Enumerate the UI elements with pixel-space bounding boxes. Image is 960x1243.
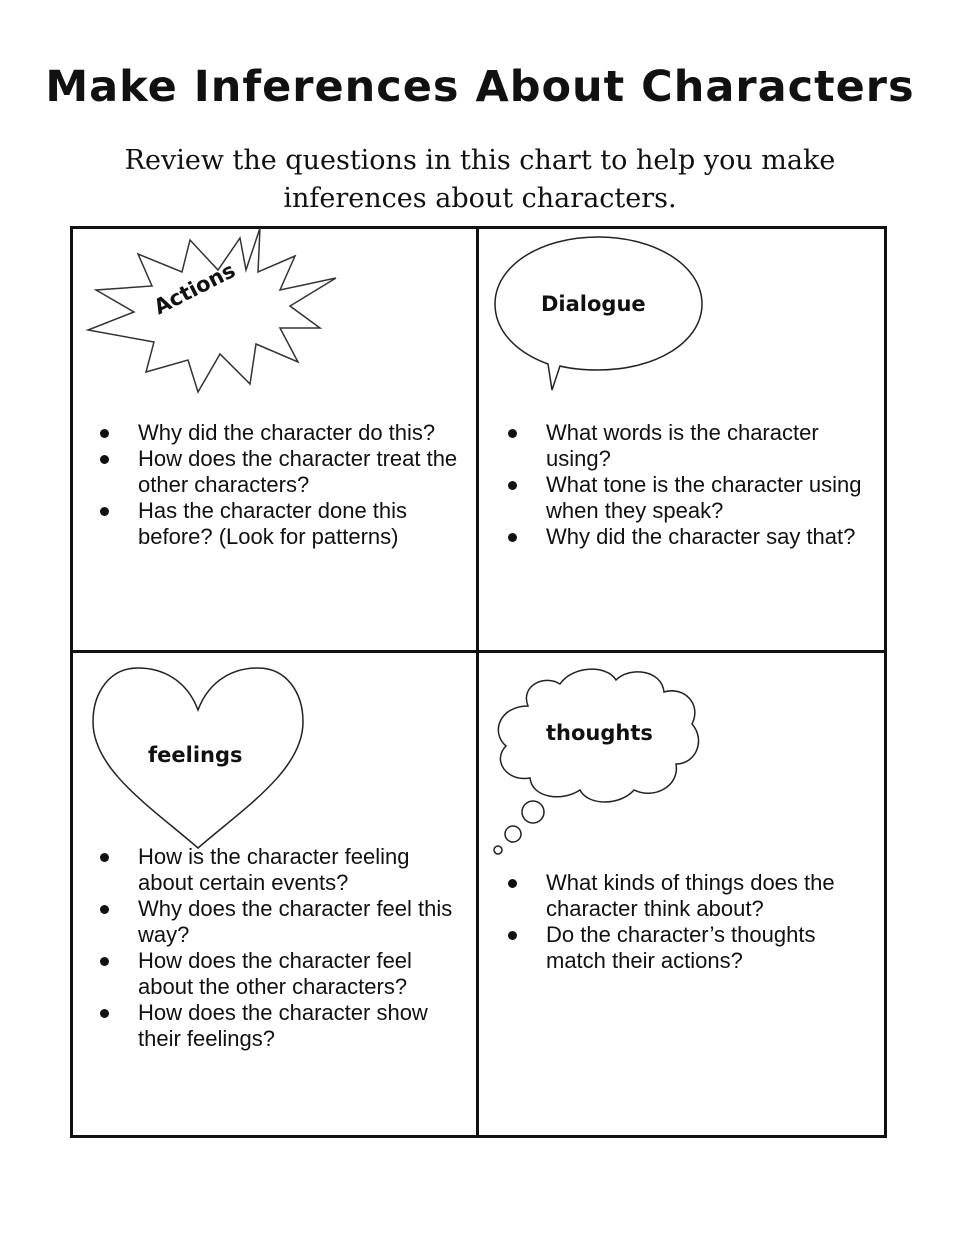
- list-item: Has the character done this before? (Look for patterns): [70, 498, 470, 550]
- list-item: How does the character show their feelings?: [70, 1000, 470, 1052]
- list-item: How does the character feel about the other characters?: [70, 948, 470, 1000]
- thoughts-question-list: [478, 870, 878, 974]
- quadrant-label-thoughts: thoughts: [546, 721, 653, 745]
- thought-cloud-icon: [488, 664, 713, 860]
- quadrant-label-actions: Actions: [150, 258, 240, 320]
- list-item: What kinds of things does the character think about?: [478, 870, 878, 922]
- list-item: Why did the character say that?: [478, 524, 878, 550]
- list-item: What words is the character using?: [478, 420, 878, 472]
- page-subtitle: Review the questions in this chart to help you make inferences about characters.: [124, 145, 836, 214]
- page-title: Make Inferences About Characters: [45, 62, 915, 112]
- list-item: How is the character feeling about certain events?: [70, 844, 470, 896]
- list-item: Do the character’s thoughts match their actions?: [478, 922, 878, 974]
- actions-question-list: [70, 420, 470, 550]
- grid-vertical-divider: [476, 226, 479, 1138]
- starburst-icon: [80, 222, 350, 402]
- dialogue-question-list: [478, 420, 878, 550]
- quadrant-label-dialogue: Dialogue: [541, 292, 646, 316]
- grid-horizontal-divider: [70, 650, 887, 653]
- list-item: What tone is the character using when they speak?: [478, 472, 878, 524]
- quadrant-label-feelings: feelings: [148, 743, 243, 767]
- list-item: Why does the character feel this way?: [70, 896, 470, 948]
- list-item: How does the character treat the other characters?: [70, 446, 470, 498]
- list-item: Why did the character do this?: [70, 420, 470, 446]
- feelings-question-list: [70, 844, 470, 1052]
